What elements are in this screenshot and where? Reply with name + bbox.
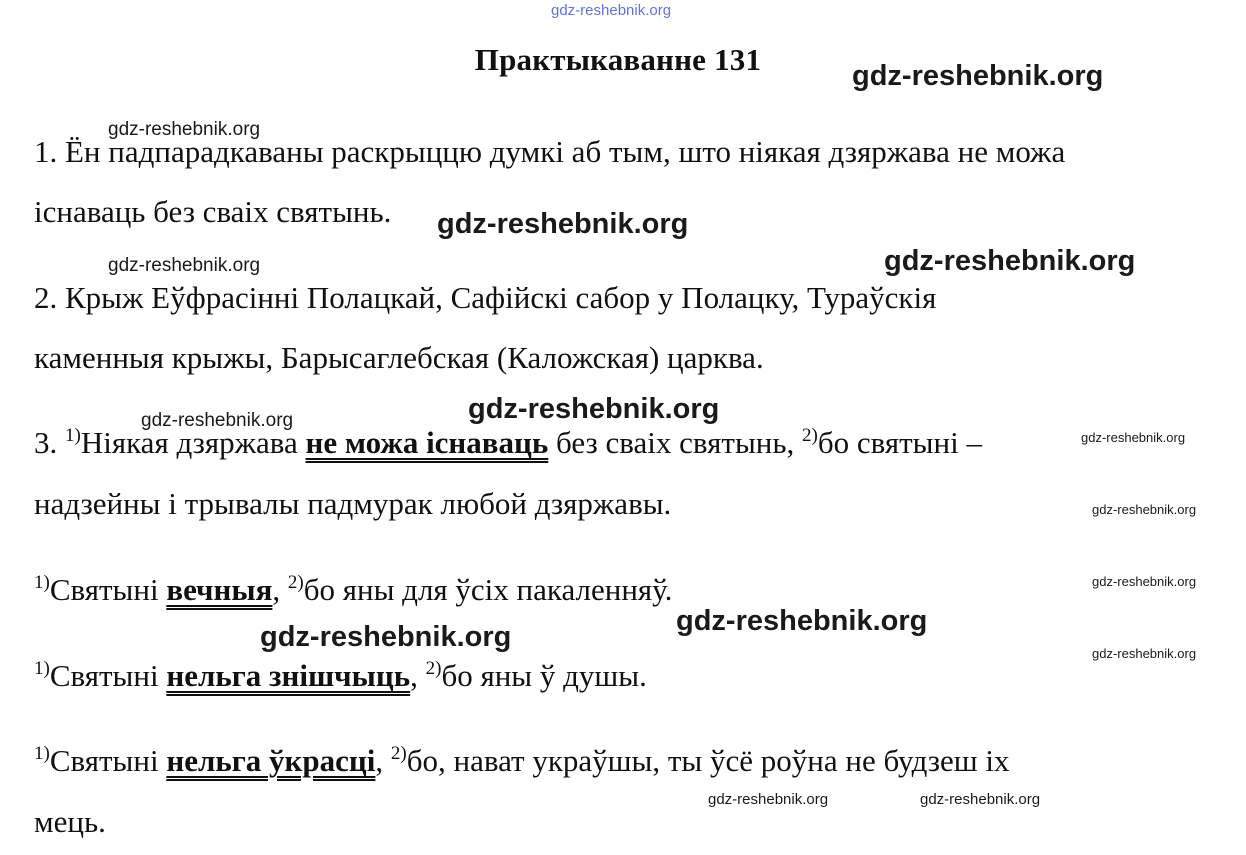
watermark: gdz-reshebnik.org bbox=[468, 393, 720, 425]
clause-text: бо яны для ўсіх пакаленняў. bbox=[303, 572, 673, 607]
clause-text: , bbox=[272, 572, 288, 607]
watermark: gdz-reshebnik.org bbox=[551, 2, 672, 19]
watermark: gdz-reshebnik.org bbox=[141, 410, 294, 431]
watermark: gdz-reshebnik.org bbox=[1092, 574, 1197, 589]
clause-text: бо святыні – bbox=[817, 425, 982, 460]
watermark: gdz-reshebnik.org bbox=[884, 245, 1136, 277]
clause-marker: 1) bbox=[34, 743, 50, 764]
clause-text: Святыні bbox=[49, 572, 167, 607]
watermark: gdz-reshebnik.org bbox=[437, 208, 689, 240]
answer-1-line-2: існаваць без сваіх святынь. bbox=[34, 194, 392, 229]
answer-3-number: 3. bbox=[34, 425, 65, 460]
watermark: gdz-reshebnik.org bbox=[708, 791, 829, 808]
clause-marker: 2) bbox=[425, 658, 442, 679]
clause-marker: 2) bbox=[390, 743, 407, 764]
sentence-2 bbox=[34, 658, 647, 694]
watermark: gdz-reshebnik.org bbox=[920, 791, 1041, 808]
sentence-1 bbox=[34, 572, 672, 608]
page-title: Практыкаванне 131 bbox=[474, 42, 762, 77]
clause-marker: 1) bbox=[34, 572, 50, 593]
predicate-underlined: вечныя bbox=[166, 572, 273, 607]
answer-1-line-1: 1. Ён падпарадкаваны раскрыццю думкі аб тым, што ніякая дзяржава не можа bbox=[34, 134, 1066, 169]
predicate-underlined: нельга знішчыць bbox=[166, 658, 411, 693]
watermark: gdz-reshebnik.org bbox=[1092, 502, 1197, 517]
clause-text: Ніякая дзяржава bbox=[80, 425, 306, 460]
watermark: gdz-reshebnik.org bbox=[1092, 646, 1197, 661]
answer-2-line-2: каменныя крыжы, Барысаглебская (Каложская) царква. bbox=[34, 340, 764, 375]
clause-marker: 1) bbox=[34, 658, 50, 679]
predicate-underlined: нельга ўкрасці bbox=[166, 743, 376, 778]
sentence-3-line-1 bbox=[34, 743, 1009, 779]
watermark: gdz-reshebnik.org bbox=[260, 621, 512, 653]
clause-text: бо, нават украўшы, ты ўсё роўна не будзеш іх bbox=[406, 743, 1010, 778]
watermark: gdz-reshebnik.org bbox=[108, 255, 261, 276]
clause-text: без сваіх святынь, bbox=[548, 425, 803, 460]
watermark: gdz-reshebnik.org bbox=[108, 119, 261, 140]
clause-marker: 1) bbox=[65, 425, 81, 446]
sentence-3-line-2: мець. bbox=[34, 804, 106, 839]
clause-text: , bbox=[375, 743, 391, 778]
clause-marker: 2) bbox=[802, 425, 818, 446]
clause-text: , bbox=[410, 658, 426, 693]
predicate-underlined: не можа існаваць bbox=[305, 425, 549, 460]
clause-text: Святыні bbox=[49, 743, 167, 778]
watermark: gdz-reshebnik.org bbox=[1081, 430, 1186, 445]
clause-marker: 2) bbox=[287, 572, 304, 593]
answer-2-line-1: 2. Крыж Еўфрасінні Полацкай, Сафійскі сабор у Полацку, Тураўскія bbox=[34, 280, 937, 315]
clause-text: бо яны ў душы. bbox=[441, 658, 647, 693]
answer-3-line-2: надзейны і трывалы падмурак любой дзяржавы. bbox=[34, 486, 672, 521]
watermark: gdz-reshebnik.org bbox=[852, 60, 1104, 92]
watermark: gdz-reshebnik.org bbox=[676, 605, 928, 637]
clause-text: Святыні bbox=[49, 658, 167, 693]
